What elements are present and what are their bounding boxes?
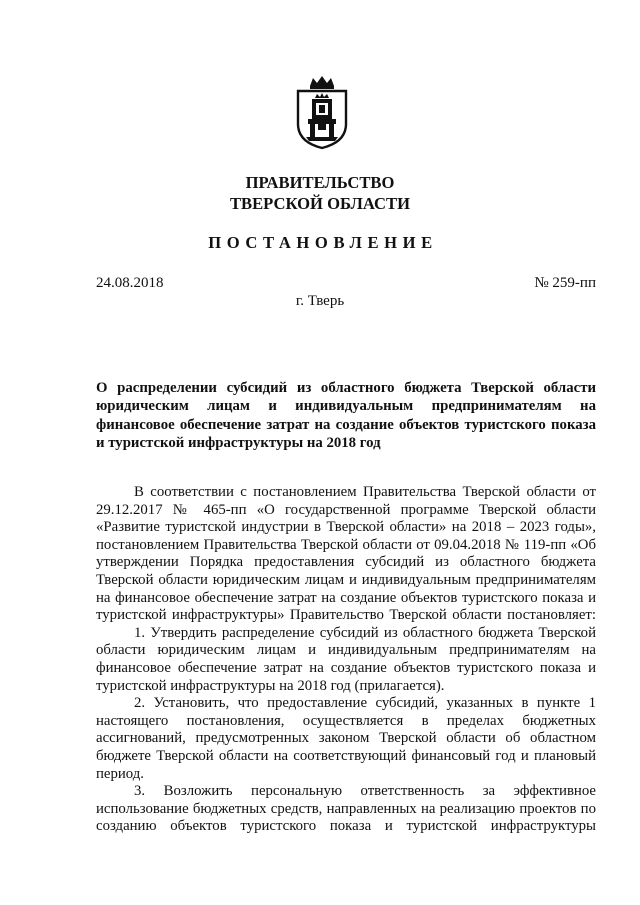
government-name-line1: ПРАВИТЕЛЬСТВО xyxy=(245,173,395,192)
document-subject: О распределении субсидий из областного бюджета Тверской области юридическим лицам и индивидуальным предпринимателям на финансовое обеспечение затрат на создание объектов туристского показа и туристской инфраструктуры на 2018 год xyxy=(96,380,596,451)
document-city: г. Тверь xyxy=(295,293,345,309)
body-item-2: 2. Установить, что предоставление субсидий, указанных в пункте 1 настоящего постановления, осуществляется в пределах бюджетных ассигнований, предусмотренных законом Тверской области об областном бюджете Тверской области на соответствующий финансовый год и плановый период. xyxy=(96,695,596,782)
document-body xyxy=(96,484,596,836)
document-type: ПОСТАНОВЛЕНИЕ xyxy=(208,233,438,252)
body-item-3: 3. Возложить персональную ответственность за эффективное использование бюджетных средств, направленных на реализацию проектов по созданию объектов туристского показа и туристской инфраструктуры xyxy=(96,783,596,835)
document-date: 24.08.2018 xyxy=(96,275,164,291)
preamble-paragraph: В соответствии с постановлением Правительства Тверской области от 29.12.2017 № 465-пп «О государственной программе Тверской области «Развитие туристской индустрии в Тверской области» на 2018 – 2023 годы», постановлением Правительства Тверской области от 09.04.2018 № 119-пп «Об утверждении Порядка предоставления субсидий из областного бюджета Тверской области юридическим лицам и индивидуальным предпринимателям на финансовое обеспечение затрат на создание объектов туристского показа и туристской инфраструктуры» Правительство Тверской области постановляет: xyxy=(96,484,596,624)
tver-coat-of-arms-icon xyxy=(295,74,349,150)
body-item-1: 1. Утвердить распределение субсидий из областного бюджета Тверской области юридическим лицам и индивидуальным предпринимателям на финансовое обеспечение затрат на создание объектов туристского показа и туристской инфраструктуры на 2018 год (прилагается). xyxy=(96,624,596,694)
government-name-line2: ТВЕРСКОЙ ОБЛАСТИ xyxy=(229,194,411,213)
document-number: № 259-пп xyxy=(534,275,596,291)
